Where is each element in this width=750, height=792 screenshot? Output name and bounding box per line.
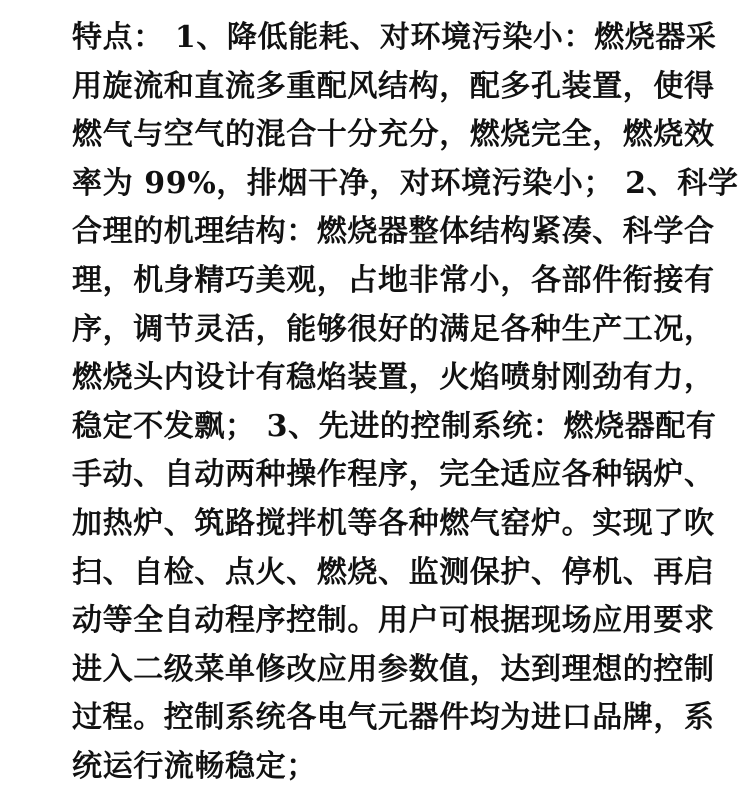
text-line: 手动、自动两种操作程序，完全适应各种锅炉、: [72, 457, 715, 493]
text-line: 序，调节灵活，能够很好的满足各种生产工况，: [72, 311, 715, 347]
text-line: 扫、自检、点火、燃烧、监测保护、停机、再启: [72, 554, 715, 590]
text-line: 率为 99%，排烟干净，对环境污染小； 2、科学: [72, 165, 739, 201]
text-line: 进入二级菜单修改应用参数值，达到理想的控制: [72, 651, 715, 687]
text-line: 动等全自动程序控制。用户可根据现场应用要求: [72, 603, 715, 639]
text-line: 用旋流和直流多重配风结构，配多孔装置，使得: [72, 68, 715, 104]
text-line: 稳定不发飘； 3、先进的控制系统：燃烧器配有: [72, 408, 717, 444]
text-line: 加热炉、筑路搅拌机等各种燃气窑炉。实现了吹: [72, 505, 715, 541]
text-line: 合理的机理结构：燃烧器整体结构紧凑、科学合: [72, 214, 715, 250]
text-line: 统运行流畅稳定；: [72, 748, 317, 784]
text-line: 理，机身精巧美观，占地非常小，各部件衔接有: [72, 262, 715, 298]
text-line: 特点： 1、降低能耗、对环境污染小：燃烧器采: [72, 20, 717, 55]
text-line: 燃烧头内设计有稳焰装置，火焰喷射刚劲有力，: [72, 360, 715, 396]
text-line: 过程。控制系统各电气元器件均为进口品牌，系: [72, 700, 715, 736]
document-text: [72, 14, 739, 792]
text-line: 燃气与空气的混合十分充分，燃烧完全，燃烧效: [72, 117, 715, 153]
